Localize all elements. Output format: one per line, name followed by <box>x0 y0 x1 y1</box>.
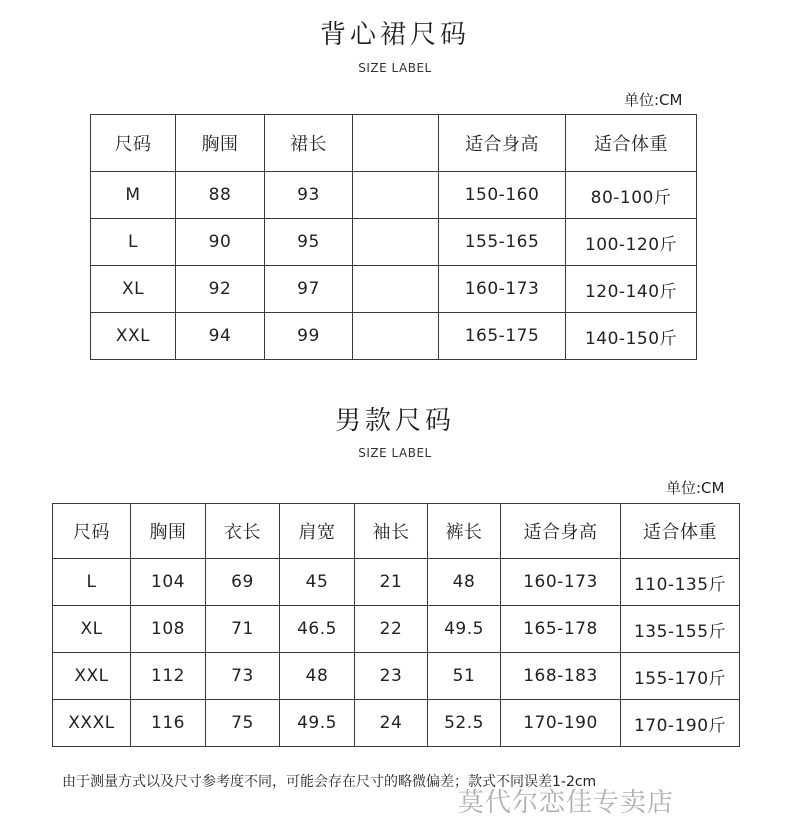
vest-dress-table-cell: XL <box>91 266 176 313</box>
vest-dress-table-cell: 160-173 <box>439 266 566 313</box>
mens-header-cell: 袖长 <box>355 504 428 559</box>
mens-header-cell: 胸围 <box>131 504 206 559</box>
mens-table-cell: 52.5 <box>428 700 501 747</box>
mens-table-cell: 24 <box>355 700 428 747</box>
vest-dress-table-cell: 97 <box>265 266 353 313</box>
vest-dress-table-cell: 155-165 <box>439 219 566 266</box>
mens-table-cell: 165-178 <box>501 606 621 653</box>
mens-table-cell: 116 <box>131 700 206 747</box>
mens-size-subtitle: SIZE LABEL <box>358 446 432 460</box>
vest-dress-table-cell: 150-160 <box>439 172 566 219</box>
mens-table-cell: 170-190 <box>501 700 621 747</box>
vest-dress-table-cell: 165-175 <box>439 313 566 360</box>
mens-table-cell: 168-183 <box>501 653 621 700</box>
mens-table-cell: 170-190斤 <box>621 700 740 747</box>
vest-dress-table-cell: 92 <box>176 266 265 313</box>
mens-unit-label: 单位:CM <box>666 479 725 497</box>
vest-dress-table-row <box>91 172 697 219</box>
mens-header-cell: 裤长 <box>428 504 501 559</box>
mens-table-cell: 46.5 <box>280 606 355 653</box>
vest-dress-table-cell: XXL <box>91 313 176 360</box>
vest-dress-table-cell: 94 <box>176 313 265 360</box>
mens-table-cell: 45 <box>280 559 355 606</box>
mens-table-row <box>53 653 740 700</box>
mens-table-cell: 51 <box>428 653 501 700</box>
vest-dress-table-row <box>91 266 697 313</box>
vest-dress-unit-label: 单位:CM <box>624 91 683 109</box>
vest-dress-size-table <box>90 114 697 360</box>
mens-table-cell: 75 <box>206 700 280 747</box>
vest-dress-header-cell: 适合身高 <box>439 115 566 172</box>
mens-table-cell: 48 <box>280 653 355 700</box>
vest-dress-table-cell: 88 <box>176 172 265 219</box>
mens-header-cell: 适合体重 <box>621 504 740 559</box>
mens-size-title: 男款尺码 <box>334 406 455 436</box>
vest-dress-size-subtitle: SIZE LABEL <box>358 61 432 75</box>
mens-table-cell: 69 <box>206 559 280 606</box>
vest-dress-table-cell <box>353 313 439 360</box>
mens-table-cell: XXL <box>53 653 131 700</box>
mens-table-cell: 49.5 <box>280 700 355 747</box>
vest-dress-table-cell: 140-150斤 <box>566 313 697 360</box>
mens-table-row <box>53 700 740 747</box>
mens-table-cell: 112 <box>131 653 206 700</box>
vest-dress-header-cell: 尺码 <box>91 115 176 172</box>
vest-dress-size-title: 背心裙尺码 <box>319 20 470 50</box>
mens-table-cell: 108 <box>131 606 206 653</box>
vest-dress-table-cell: 99 <box>265 313 353 360</box>
mens-table-cell: 22 <box>355 606 428 653</box>
mens-table-cell: 21 <box>355 559 428 606</box>
mens-table-cell: XL <box>53 606 131 653</box>
mens-table-cell: 48 <box>428 559 501 606</box>
vest-dress-table-cell <box>353 172 439 219</box>
vest-dress-table-cell: 120-140斤 <box>566 266 697 313</box>
mens-table-row <box>53 606 740 653</box>
mens-table-cell: 73 <box>206 653 280 700</box>
mens-header-cell: 适合身高 <box>501 504 621 559</box>
store-watermark: 莫代尔恋佳专卖店 <box>458 788 675 818</box>
mens-table-row <box>53 559 740 606</box>
vest-dress-table-row <box>91 313 697 360</box>
mens-size-table <box>52 503 740 747</box>
vest-dress-table-cell: 100-120斤 <box>566 219 697 266</box>
vest-dress-header-cell: 裙长 <box>265 115 353 172</box>
mens-table-cell: 104 <box>131 559 206 606</box>
mens-table-cell: XXXL <box>53 700 131 747</box>
mens-header-cell: 肩宽 <box>280 504 355 559</box>
vest-dress-table-cell: 93 <box>265 172 353 219</box>
mens-header-cell: 衣长 <box>206 504 280 559</box>
mens-table-cell: 23 <box>355 653 428 700</box>
mens-table-cell: 71 <box>206 606 280 653</box>
vest-dress-header-cell: 胸围 <box>176 115 265 172</box>
mens-table-cell: 135-155斤 <box>621 606 740 653</box>
vest-dress-header-row <box>91 115 697 172</box>
mens-header-row <box>53 504 740 559</box>
mens-header-cell: 尺码 <box>53 504 131 559</box>
vest-dress-table-cell: L <box>91 219 176 266</box>
mens-table-cell: 110-135斤 <box>621 559 740 606</box>
vest-dress-table-cell: 90 <box>176 219 265 266</box>
mens-table-cell: 155-170斤 <box>621 653 740 700</box>
vest-dress-header-cell <box>353 115 439 172</box>
measurement-disclaimer: 由于测量方式以及尺寸参考度不同，可能会存在尺寸的略微偏差；款式不同误差1-2cm <box>62 774 597 790</box>
vest-dress-table-cell: 95 <box>265 219 353 266</box>
vest-dress-table-cell: M <box>91 172 176 219</box>
vest-dress-table-row <box>91 219 697 266</box>
vest-dress-header-cell: 适合体重 <box>566 115 697 172</box>
vest-dress-table-cell <box>353 219 439 266</box>
mens-table-cell: L <box>53 559 131 606</box>
vest-dress-table-cell: 80-100斤 <box>566 172 697 219</box>
mens-table-cell: 49.5 <box>428 606 501 653</box>
vest-dress-table-cell <box>353 266 439 313</box>
mens-table-cell: 160-173 <box>501 559 621 606</box>
